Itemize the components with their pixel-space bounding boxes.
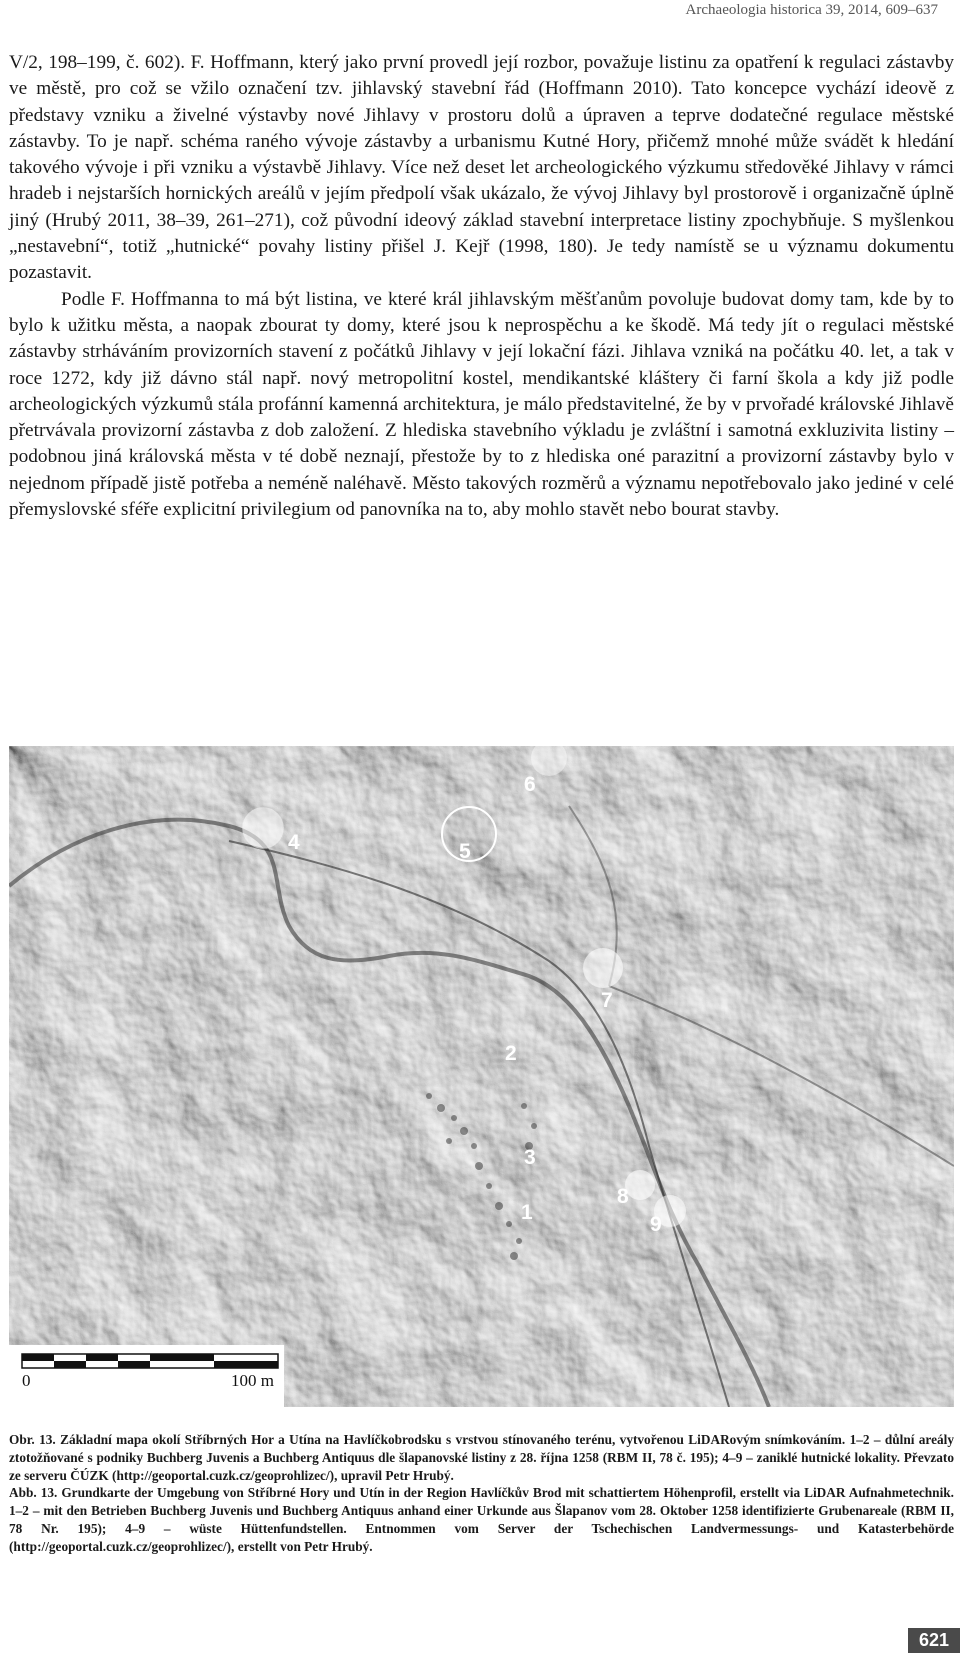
- running-head: Archaeologia historica 39, 2014, 609–637: [685, 2, 938, 18]
- caption-czech-number: Obr. 13.: [9, 1432, 56, 1447]
- caption-german-number: Abb. 13.: [9, 1485, 58, 1501]
- map-label-3: 3: [524, 1146, 536, 1169]
- figure-caption: [9, 1431, 954, 1556]
- caption-german: [9, 1484, 954, 1555]
- caption-german-text: Grundkarte der Umgebung von Stříbrné Hory und Utín in der Region Havlíčkův Brod mit schattiertem Höhenprofil, erstellt via LiDAR Aufnahmetechnik. 1–2 – mit den Betrieben Buchberg Juvenis und Buchberg Antiquus anhand einer Urkunde aus Šlapanov vom 28. Oktober 1258 identifizierte Grubenareale (RBM II, 78 Nr. 195); 4–9 – wüste Hüttenfundstellen. Entnommen vom Server der Tschechischen Landvermessungs- und Katasterbehörde (http://geoportal.cuzk.cz/geoprohlizec/), erstellt von Petr Hrubý.: [9, 1485, 954, 1554]
- map-label-2: 2: [505, 1042, 517, 1065]
- map-label-9: 9: [650, 1213, 662, 1236]
- caption-czech-text: Základní mapa okolí Stříbrných Hor a Utína na Havlíčkobrodsku s vrstvou stínovaného terénu, vytvořenou LiDARovým snímkováním. 1–2 – důlní areály ztotožňované s podniky Buchberg Juvenis a Buchberg Antiquus dle šlapanovské listiny z 28. října 1258 (RBM II, 78 č. 195); 4–9 – zaniklé hutnické lokality. Převzato ze serveru ČÚZK (http://geoportal.cuzk.cz/geoprohlizec/), upravil Petr Hrubý.: [9, 1432, 954, 1483]
- map-label-5: 5: [459, 840, 471, 863]
- site-circle-7: [583, 948, 623, 988]
- body-text: [9, 50, 954, 523]
- site-circle-4: [243, 808, 283, 848]
- page-number: 621: [908, 1628, 960, 1653]
- paragraph-1: V/2, 198–199, č. 602). F. Hoffmann, který jako první provedl její rozbor, považuje listinu za opatření k regulaci zástavby ve městě, pro což se vžilo označení tzv. jihlavský stavební řád (Hoffmann 2010). Tato koncepce vychází ideově z představy vzniku a živelné výstavby nové Jihlavy v prostoru dolů a úpraven a teprve dodatečné regulace městské zástavby. To je např. schéma raného vývoje zástavby a urbanismu Kutné Hory, přičemž mnohé může svádět k hledání takového vývoje i při vzniku a výstavbě Jihlavy. Více než deset let archeologického výzkumu středověké Jihlavy v rámci hradeb i nejstarších hornických areálů v jejím předpolí však ukázalo, že vývoj Jihlavy byl prostorově i organizačně úplně jiný (Hrubý 2011, 38–39, 261–271), což původní ideový základ stavební interpretace listiny zpochybňuje. S myšlenkou „nestavební“, totiž „hutnické“ povahy listiny přišel J. Kejř (1998, 180). Je tedy namístě se u významu dokumentu pozastavit.: [9, 52, 954, 284]
- paragraph-2: Podle F. Hoffmanna to má být listina, ve které král jihlavským měšťanům povoluje budovat domy tam, kde by to bylo k užitku města, a naopak zbourat ty domy, které jsou k neprospěchu a ke škodě. Má tedy jít o regulaci městské zástavby strháváním provizorních stavení z počátků Jihlavy v její lokační fázi. Jihlava vzniká na počátku 40. let, a tak v roce 1272, kdy již dávno stál např. nový metropolitní kostel, mendikantské kláštery či farní škola a kdy již podle archeologických výzkumů stála profánní kamenná architektura, je málo představitelné, že by v prvořadé královské Jihlavě přetrvávala provizorní zástavba z dob založení. Z hlediska stavebního výkladu je zvláštní i samotná exkluzivita listiny – podobnou jiná královská města v té době neznají, přestože by to z hlediska oné parazitní a provizorní zástavby bylo v nejednom případě jistě potřeba a neméně naléhavě. Město takových rozměrů a významu nepotřebovalo jako jediné v celé přemyslovské sféře explicitní privilegium od panovníka na to, aby mohlo stavět nebo bourat stavby.: [9, 288, 954, 521]
- lidar-map: [9, 746, 954, 1407]
- scale-start-label: 0: [22, 1371, 31, 1390]
- scale-bar: [9, 1345, 284, 1407]
- scale-end-label: 100 m: [231, 1371, 274, 1390]
- site-circle-8: [625, 1170, 655, 1200]
- lidar-map-figure: [9, 746, 954, 1407]
- map-label-6: 6: [524, 773, 536, 796]
- map-label-4: 4: [288, 831, 300, 854]
- map-label-1: 1: [521, 1201, 533, 1224]
- map-label-7: 7: [601, 989, 613, 1012]
- map-label-8: 8: [617, 1185, 629, 1208]
- caption-czech: [9, 1431, 954, 1484]
